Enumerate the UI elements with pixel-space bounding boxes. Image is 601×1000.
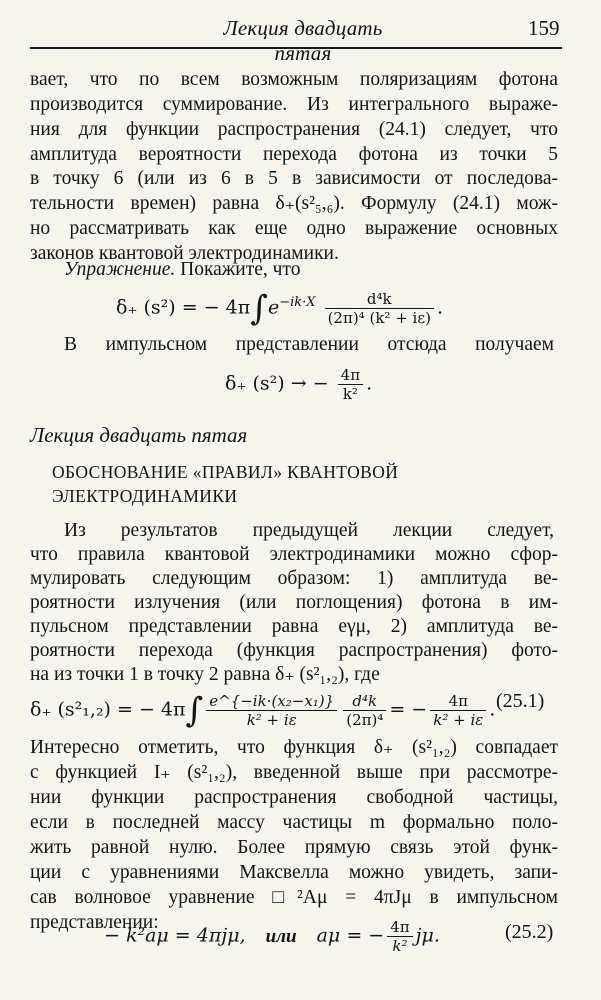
fraction-denominator: k² [392, 937, 408, 955]
fraction-numerator: 4π [430, 692, 486, 711]
header-rule [30, 47, 562, 49]
exercise-line [64, 258, 544, 282]
fraction-numerator: 4π [338, 366, 363, 385]
fraction [206, 692, 337, 729]
equation-25-2 [104, 918, 440, 955]
text-line: что правила квантовой электродинамики можно сфор- [30, 544, 558, 565]
eq-lhs: δ₊ (s²) = − 4π [116, 296, 251, 319]
eq-lhs: δ₊ (s²₁,₂) = − 4π [30, 698, 186, 721]
momentum-equation [225, 366, 372, 403]
fraction [325, 290, 434, 327]
text-line: тельности времен) равна δ₊(s²₅,₆). Формулу (24.1) мож- [30, 193, 558, 214]
equation-number: (25.2) [505, 921, 554, 943]
fraction [430, 692, 486, 729]
text-line: с функцией I₊ (s²₁,₂), введенной выше при рассмотре- [30, 762, 558, 783]
text-line: жить равной нулю. Более прямую связь этой функ- [30, 837, 558, 858]
fraction-numerator: d⁴k [325, 290, 434, 309]
text-line: на из точки 1 в точку 2 равна δ₊ (s²₁,₂), где [30, 664, 380, 685]
fraction-denominator: k² + iε [433, 711, 484, 729]
text-line: Из результатов предыдущей лекции следует, [64, 520, 554, 541]
text-line: Интересно отметить, что функция δ₊ (s²₁,₂) совпадает [30, 737, 558, 758]
eq-end: . [436, 296, 443, 319]
text-line: вает, что по всем возможным поляризациям фотона [30, 69, 558, 90]
text-line: представлении: [30, 912, 159, 933]
eq-mid: = − [389, 698, 428, 721]
fraction-denominator: k² [342, 385, 358, 403]
text-line: мулировать следующим образом: 1) амплитуда ве- [30, 568, 558, 589]
integral-sign: ∫ [185, 690, 204, 731]
text-line: сав волновое уравнение □²Aμ = 4πJμ в импульсном [30, 887, 558, 908]
fraction-denominator: (2π)⁴ (k² + iε) [327, 309, 431, 327]
text-line: производится суммирование. Из интегрального выраже- [30, 94, 558, 115]
fraction [338, 366, 363, 403]
text-line: пульсном представлении равна eγμ, 2) амплитуда ве- [30, 616, 558, 637]
eq-end: . [366, 372, 373, 395]
running-header-title: Лекция двадцать пятая [223, 16, 383, 65]
equation-25-1 [30, 692, 495, 729]
eq-exponent: −ik·X [279, 295, 316, 311]
fraction-numerator: d⁴k [343, 692, 386, 711]
page-number: 159 [528, 16, 560, 40]
lecture-heading: Лекция двадцать пятая [30, 423, 248, 447]
exercise-text: Покажите, что [180, 259, 301, 280]
text-line: роятности перехода (функция распространения) фото- [30, 640, 558, 661]
equation-number: (25.1) [496, 690, 545, 712]
eq-tail: jμ. [415, 924, 440, 947]
eq-end: . [489, 698, 496, 721]
text-line: амплитуда вероятности перехода фотона из точки 5 [30, 144, 558, 165]
text-line: ции с уравнениями Максвелла можно увидеть, запи- [30, 862, 558, 883]
text-line: роятности излучения (или поглощения) фотона в им- [30, 592, 558, 613]
text-line: но рассматривать как еще одно выражение основных [30, 218, 558, 239]
momentum-text: В импульсном представлении отсюда получаем [64, 334, 554, 355]
text-line: в точку 6 (или из 6 в 5 в зависимости от последова- [30, 168, 558, 189]
eq-right: aμ = − [316, 924, 385, 947]
integral-sign: ∫ [250, 288, 268, 329]
exercise-label: Упражнение. [64, 259, 176, 280]
eq-lhs: δ₊ (s²) → − [225, 372, 329, 395]
eq-integrand: e [267, 296, 280, 319]
fraction-denominator: k² + iε [246, 711, 297, 729]
section-heading-line: ЭЛЕКТРОДИНАМИКИ [52, 486, 238, 506]
text-line: законов квантовой электродинамики. [30, 243, 339, 264]
exercise-equation [116, 290, 443, 327]
fraction-numerator: 4π [387, 918, 412, 937]
section-heading-line: ОБОСНОВАНИЕ «ПРАВИЛ» КВАНТОВОЙ [52, 462, 399, 482]
text-line: нии функции распространения свободной частицы, [30, 787, 558, 808]
text-line: если в последней массу частицы m формально поло- [30, 812, 558, 833]
fraction-numerator: e^{−ik·(x₂−x₁)} [206, 692, 337, 711]
eq-connector: или [265, 925, 297, 947]
eq-left: − k²aμ = 4πjμ, [104, 924, 246, 947]
fraction-denominator: (2π)⁴ [346, 711, 384, 729]
text-line: ния для функции распространения (24.1) следует, что [30, 119, 558, 140]
fraction [387, 918, 412, 955]
fraction [343, 692, 386, 729]
